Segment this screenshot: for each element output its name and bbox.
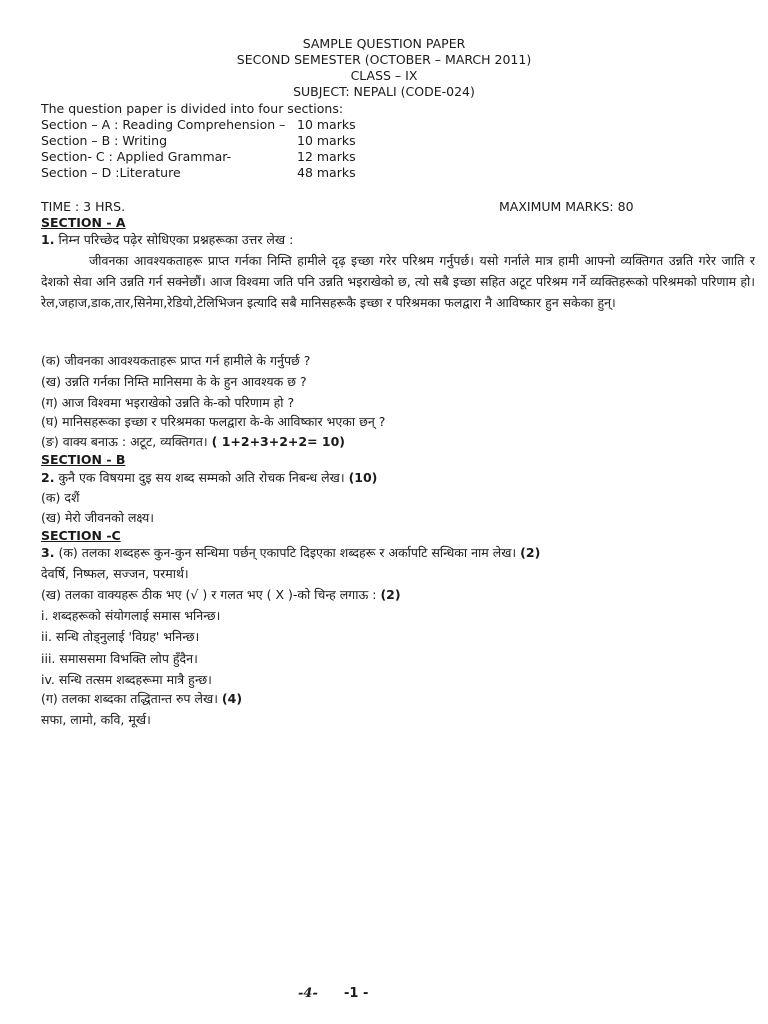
section-a-heading: SECTION - A <box>41 215 126 230</box>
question-text: कुनै एक विषयमा दुइ सय शब्द सम्मको अति रोचक निबन्ध लेख। <box>58 470 345 485</box>
question-marks: (2) <box>520 545 541 560</box>
section-c-marks: 12 marks <box>297 149 356 164</box>
intro-text: The question paper is divided into four sections: <box>41 101 344 116</box>
statement: iii. समाससमा विभक्ति लोप हुँदैन। <box>41 651 198 666</box>
sub-question: (ग) आज विश्वमा भइराखेको उन्नति के-को परिणाम हो ? <box>41 395 295 410</box>
essay-option: (क) दशैं <box>41 490 80 505</box>
taddhit-words: सफा, लामो, कवि, मूर्ख। <box>41 712 151 727</box>
section-b-heading: SECTION - B <box>41 452 126 467</box>
handwritten-page-number: -4- <box>298 986 318 1001</box>
subject-line: SUBJECT: NEPALI (CODE-024) <box>293 84 475 99</box>
class-line: CLASS – IX <box>350 68 418 83</box>
section-c-summary: Section- C : Applied Grammar- <box>41 149 232 164</box>
essay-option: (ख) मेरो जीवनको लक्ष्य। <box>41 510 154 525</box>
question-3b <box>41 587 401 603</box>
question-3c <box>41 691 242 707</box>
question-number: 3. <box>41 545 55 560</box>
section-d-marks: 48 marks <box>297 165 356 180</box>
sub-question: (ख) उन्नति गर्नका निम्ति मानिसमा के के हुन आवश्यक छ ? <box>41 374 307 389</box>
question-text: (क) तलका शब्दहरू कुन-कुन सन्धिमा पर्छन् एकापटि दिइएका शब्दहरू र अर्कापटि सन्धिका नाम लेख। <box>58 545 517 560</box>
question-2 <box>41 470 377 486</box>
statement: ii. सन्धि तोड्नुलाई 'विग्रह' भनिन्छ। <box>41 629 200 644</box>
section-b-marks: 10 marks <box>297 133 356 148</box>
question-3a <box>41 545 540 561</box>
question-1 <box>41 232 293 248</box>
paper-title: SAMPLE QUESTION PAPER <box>302 36 466 51</box>
question-number: 2. <box>41 470 55 485</box>
question-text: निम्न परिच्छेद पढ़ेर सोधिएका प्रश्नहरूका उत्तर लेख : <box>58 232 294 247</box>
question-marks: (2) <box>380 587 401 602</box>
question-marks: (4) <box>221 691 243 706</box>
section-b-summary: Section – B : Writing <box>41 133 168 148</box>
sub-question: (क) जीवनका आवश्यकताहरू प्राप्त गर्न हामीले के गर्नुपर्छ ? <box>41 353 311 368</box>
question-marks: ( 1+2+3+2+2= 10) <box>211 434 346 449</box>
section-c-heading: SECTION -C <box>41 528 121 543</box>
sub-question <box>41 434 345 450</box>
statement: iv. सन्धि तत्सम शब्दहरूमा मात्रै हुन्छ। <box>41 672 212 687</box>
question-text: (ग) तलका शब्दका तद्धितान्त रुप लेख। <box>41 691 218 706</box>
semester-line: SECOND SEMESTER (OCTOBER – MARCH 2011) <box>236 52 532 67</box>
section-d-summary: Section – D :Literature <box>41 165 181 180</box>
sandhi-words: देवर्षि, निष्फल, सज्जन, परमार्थ। <box>41 566 189 581</box>
page-number: -1 - <box>344 986 369 1001</box>
reading-passage: जीवनका आवश्यकताहरू प्राप्त गर्नका निम्ति हामीले दृढ़ इच्छा गरेर परिश्रम गर्नुपर्छ। यसो गर्नाले मात्र हामी आफ्नो व्यक्तिगत उन्नति गरेर जाति र देशको सेवा अनि उन्नति गर्न सक्नेछौं। आज विश्वमा जति पनि उन्नति भइराखेको छ, त्यो सबै इच्छा सहित अटूट परिश्रम गर्ने व्यक्तिहरूको परिश्रमको परिणाम हो। रेल,जहाज,डाक,तार,सिनेमा,रेडियो,टेलिभिजन इत्यादि सबै मानिसहरूकै इच्छा र परिश्रमका फलद्वारा नै आविष्कार हुन सकेका हुन्। <box>41 253 755 310</box>
question-number: 1. <box>41 232 55 247</box>
section-a-marks: 10 marks <box>297 117 356 132</box>
section-a-summary: Section – A : Reading Comprehension – <box>41 117 286 132</box>
question-marks: (10) <box>348 470 378 485</box>
sub-question-text: (ङ) वाक्य बनाऊ : अटूट, व्यक्तिगत। <box>41 434 208 449</box>
time-label: TIME : 3 HRS. <box>41 199 126 214</box>
question-text: (ख) तलका वाक्यहरू ठीक भए (√ ) र गलत भए ( X )-को चिन्ह लगाऊ : <box>41 587 377 602</box>
sub-question: (घ) मानिसहरूका इच्छा र परिश्रमका फलद्वारा के-के आविष्कार भएका छन् ? <box>41 414 386 429</box>
statement: i. शब्दहरूको संयोगलाई समास भनिन्छ। <box>41 608 221 623</box>
max-marks-label: MAXIMUM MARKS: 80 <box>499 199 634 214</box>
